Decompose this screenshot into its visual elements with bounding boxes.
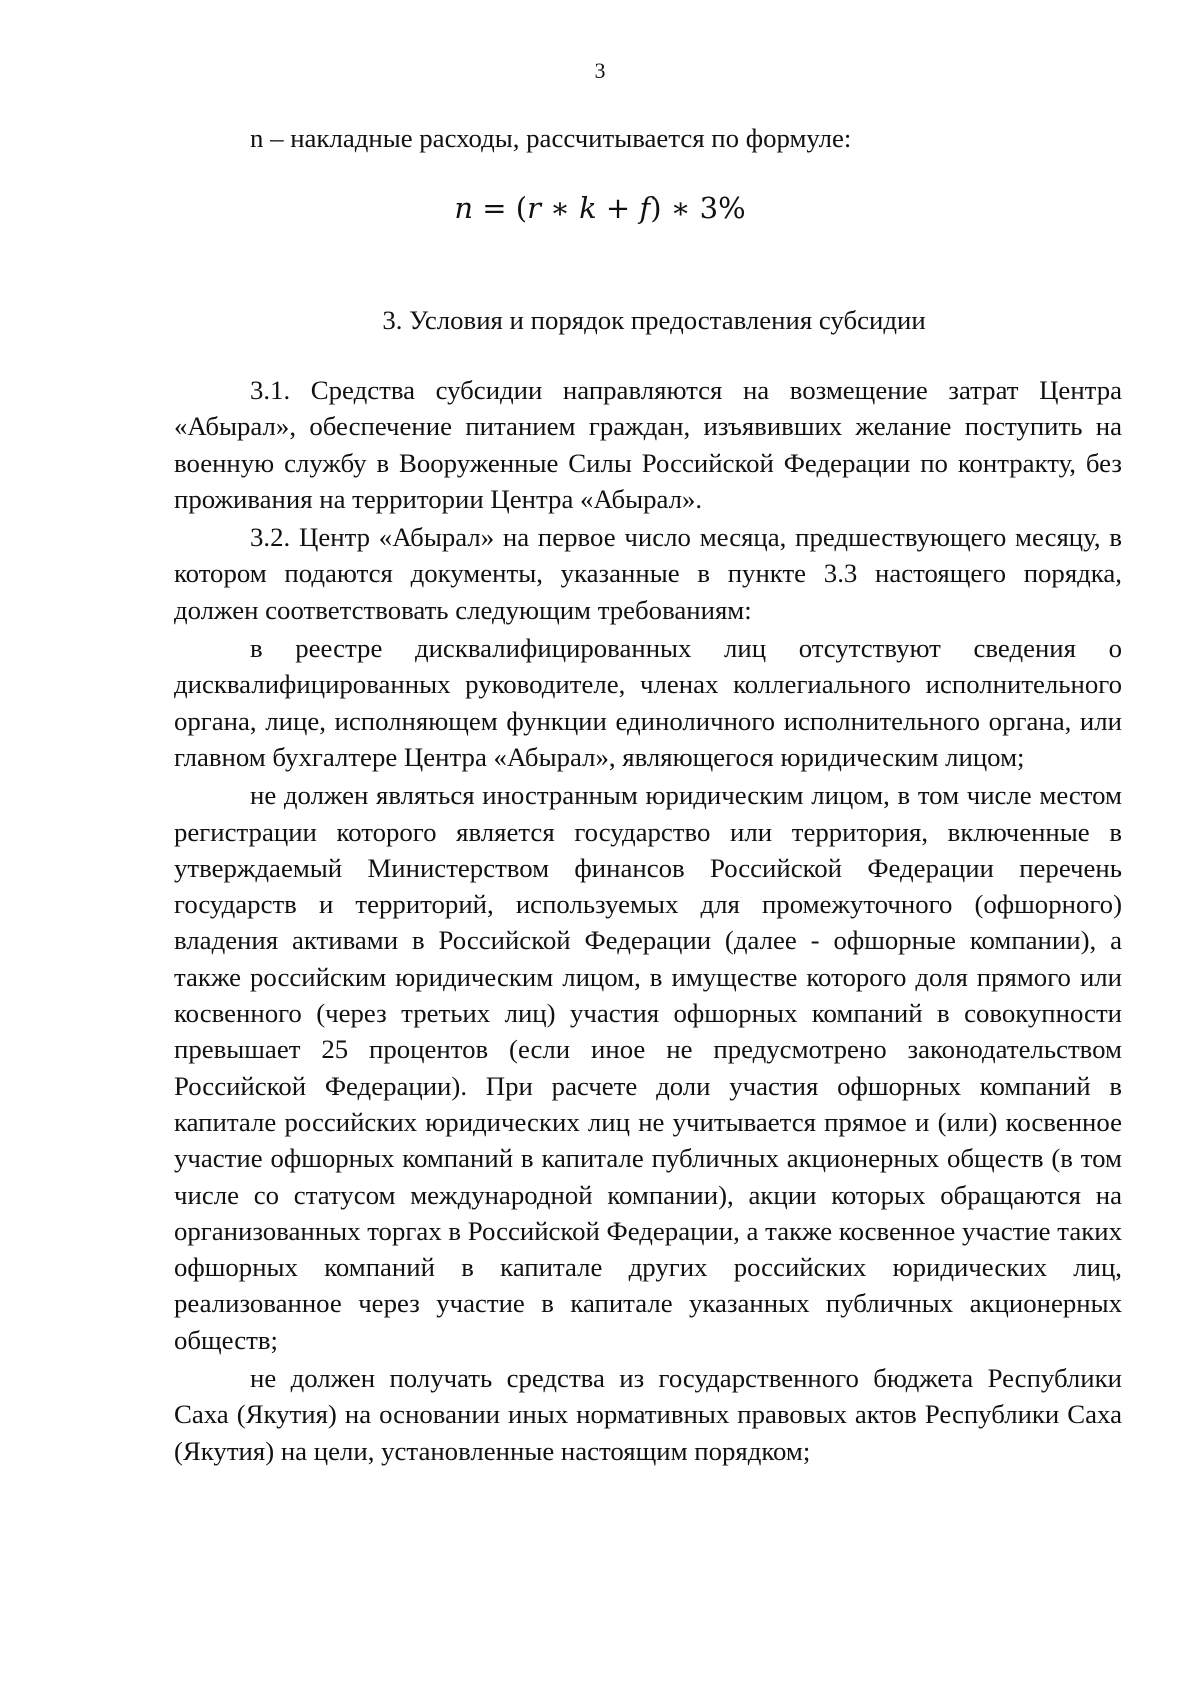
paragraph-offshore-requirement: не должен являться иностранным юридическим лицом, в том числе местом регистрации которого является государство или территория, включенные в утверждаемый Министерством финансов Российской Федерации перечень государств и территорий, используемых для промежуточного (офшорного) владения активами в Российской Федерации (далее - офшорные компании), а также российским юридическим лицом, в имуществе которого доля прямого или косвенного (через третьих лиц) участия офшорных компаний в совокупности превышает 25 процентов (если иное не предусмотрено законодательством Российской Федерации). При расчете доли участия офшорных компаний в капитале российских юридических лиц не учитывается прямое и (или) косвенное участие офшорных компаний в капитале публичных акционерных обществ (в том числе со статусом международной компании), акции которых обращаются на организованных торгах в Российской Федерации, а также косвенное участие таких офшорных компаний в капитале других российских юридических лиц, реализованное через участие в капитале указанных публичных акционерных обществ; — [174, 780, 1122, 1355]
paragraph-budget-funds: не должен получать средства из государственного бюджета Республики Саха (Якутия) на основании иных нормативных правовых актов Республики Саха (Якутия) на цели, установленные настоящим порядком; — [174, 1363, 1122, 1466]
page-number: 3 — [594, 58, 606, 83]
formula-op-mult: ∗ — [540, 191, 580, 225]
formula-op-plus: + — [596, 191, 640, 225]
section-title: 3. Условия и порядок предоставления субсидии — [382, 305, 926, 335]
section-body — [174, 372, 1122, 1471]
formula-var-r: r — [527, 191, 541, 225]
intro-line: n – накладные расходы, рассчитывается по формуле: — [250, 123, 852, 153]
intro-block — [174, 120, 1122, 156]
formula-tail: ) ∗ 3% — [650, 191, 746, 225]
formula-eq: = ( — [473, 191, 528, 225]
paragraph-3-1: 3.1. Средства субсидии направляются на возмещение затрат Центра «Абырал», обеспечение питанием граждан, изъявивших желание поступить на военную службу в Вооруженные Силы Российской Федерации по контракту, без проживания на территории Центра «Абырал». — [174, 375, 1122, 514]
overhead-formula — [0, 190, 1200, 226]
paragraph-3-2: 3.2. Центр «Абырал» на первое число месяца, предшествующего месяцу, в котором подаются документы, указанные в пункте 3.3 настоящего порядка, должен соответствовать следующим требованиям: — [174, 522, 1122, 625]
formula-var-k: k — [579, 191, 597, 225]
formula-var-n: n — [454, 191, 474, 225]
paragraph-disqualified-registry: в реестре дисквалифицированных лиц отсутствуют сведения о дисквалифицированных руководителе, членах коллегиального исполнительного органа, лице, исполняющем функции единоличного исполнительного органа, или главном бухгалтере Центра «Абырал», являющегося юридическим лицом; — [174, 633, 1122, 772]
formula-var-f: f — [639, 191, 651, 225]
